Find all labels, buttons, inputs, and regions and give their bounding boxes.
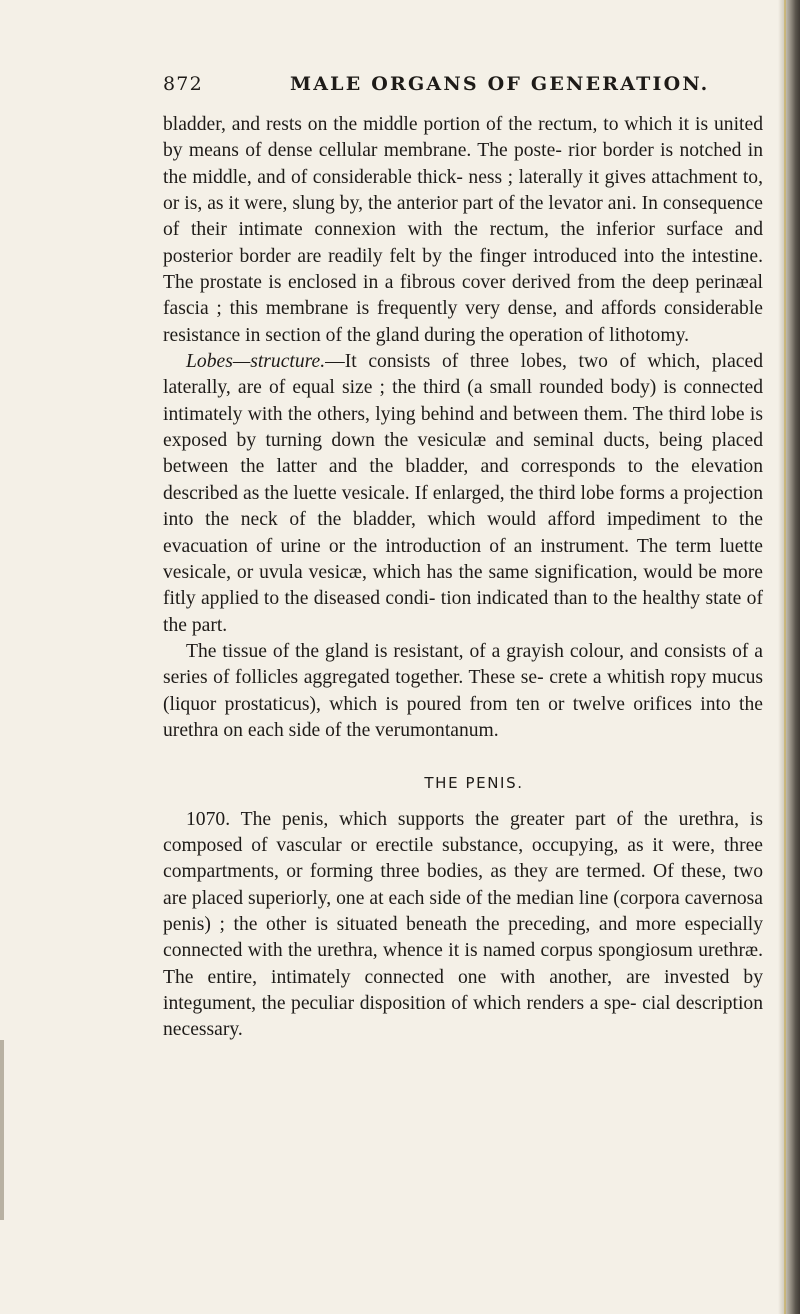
- running-head: [163, 73, 763, 101]
- paragraph-prostate-position: bladder, and rests on the middle portion of the rectum, to which it is united by means of dense cellular membrane. The poste- rior border is notched in the middle, and of considerable thick- ness ; laterally it gives attachment to, or is, as it were, slung by, the anterior part of the levator ani. In consequence of their intimate connexion with the rectum, the inferior surface and posterior border are readily felt by the finger introduced into the intestine. The prostate is enclosed in a fibrous cover derived from the deep perinæal fascia ; this membrane is frequently very dense, and affords considerable resistance in section of the gland during the operation of lithotomy.: [163, 114, 763, 346]
- paragraph-lead-heading: Lobes—structure.: [186, 351, 326, 373]
- left-margin-mark: [0, 1040, 4, 1220]
- page-edge-gilt: [784, 0, 786, 1314]
- section-title: THE PENIS.: [424, 774, 524, 793]
- paragraph-penis: 1070. The penis, which supports the greater part of the urethra, is composed of vascular or erectile substance, occupying, as it were, three compartments, or forming three bodies, as they are termed. Of these, two are placed superiorly, one at each side of the median line (corpora cavernosa penis) ; the other is situated beneath the preceding, and more especially connected with the urethra, whence it is named corpus spongiosum urethræ. The entire, intimately connected one with another, are invested by integument, the peculiar disposition of which renders a spe- cial description necessary.: [163, 808, 763, 1041]
- body-text: [163, 112, 763, 1044]
- paragraph-lobes-structure: [163, 349, 763, 639]
- paragraph-tissue: The tissue of the gland is resistant, of a grayish colour, and consists of a series of follicles aggregated together. These se- crete a whitish ropy mucus (liquor prostaticus), which is poured from ten or twelve orifices into the urethra on each side of the verumontanum.: [163, 640, 763, 741]
- page-edge-shadow: [778, 0, 800, 1314]
- page-number: 872: [163, 73, 203, 95]
- paragraph-lobes-text: —It consists of three lobes, two of which, placed laterally, are of equal size ; the third (a small rounded body) is connected intimately with the others, lying behind and between them. The third lobe is exposed by turning down the vesiculæ and seminal ducts, being placed between the latter and the bladder, and corresponds to the elevation described as the luette vesicale. If enlarged, the third lobe forms a projection into the neck of the bladder, which would afford impediment to the evacuation of urine or the introduction of an instrument. The term luette vesicale, or uvula vesicæ, which has the same signification, would be more fitly applied to the diseased condi- tion indicated than to the healthy state of the part.: [163, 351, 763, 636]
- running-title: MALE ORGANS OF GENERATION.: [290, 73, 710, 95]
